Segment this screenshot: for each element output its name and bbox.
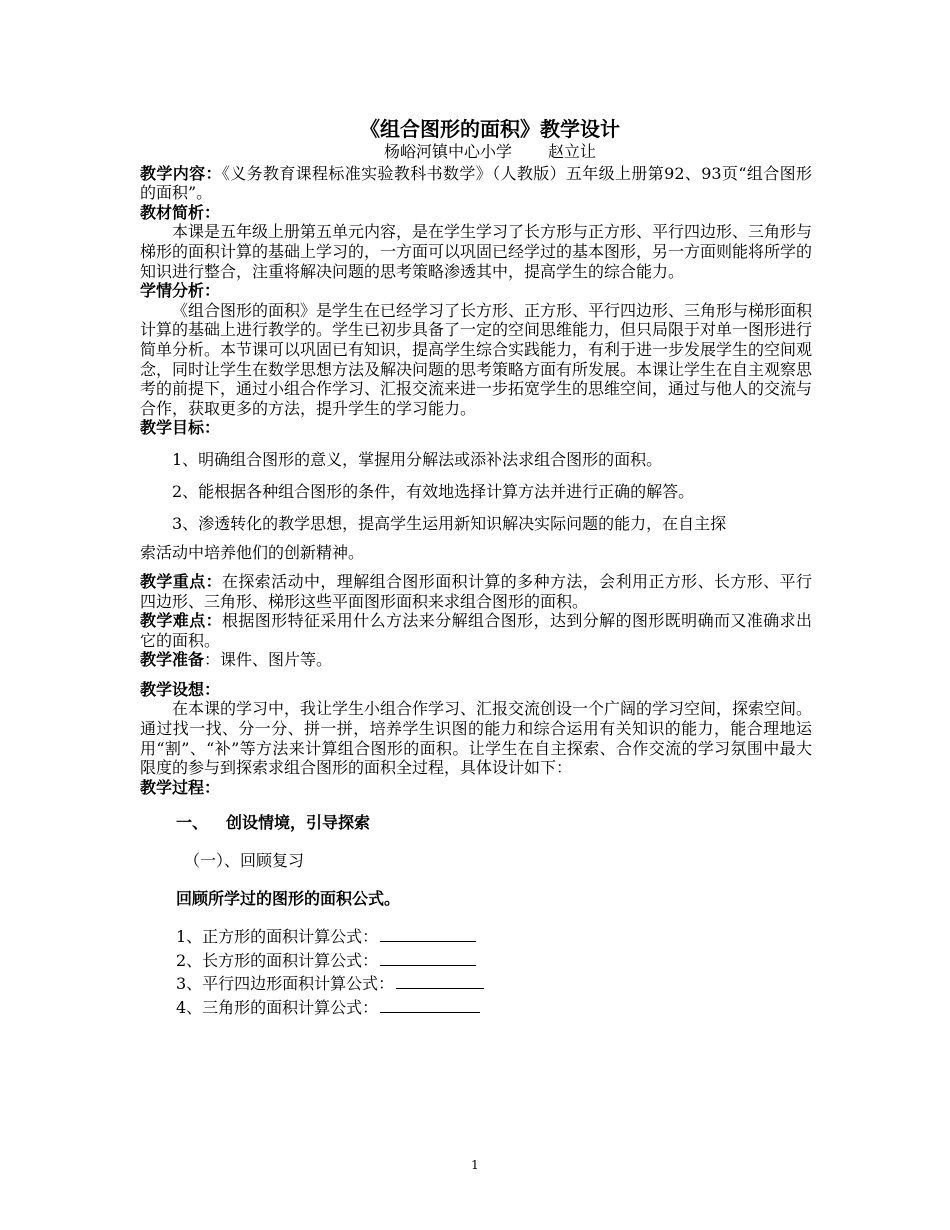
key-text: 在探索活动中，理解组合图形面积计算的多种方法，会利用正方形、长方形、平行四边形、三角形、梯形这些平面图形面积来求组合图形的面积。 [140,571,812,611]
step-one-heading [176,811,812,835]
students-heading: 学情分析： [140,281,221,301]
formula-item [176,949,812,973]
formula-label: 2、长方形的面积计算公式： [176,950,379,970]
answer-blank [380,949,476,966]
formula-item [176,972,812,996]
prep-text: ：课件、图片等。 [204,650,333,670]
difficult-text: 根据图形特征采用什么方法来分解组合图形，达到分解的图形既明确而又准确求出它的面积。 [140,611,812,650]
difficult-paragraph [140,611,812,650]
textbook-heading: 教材简析： [140,202,221,222]
content-paragraph [140,164,812,203]
step-one-number: 一、 [176,813,209,833]
key-paragraph [140,572,812,611]
step-one-title: 创设情境，引导探索 [226,813,371,833]
formula-label: 4、三角形的面积计算公式： [176,997,379,1017]
key-label: 教学重点： [140,571,222,591]
formula-label: 1、正方形的面积计算公式： [176,927,379,947]
prep-label: 教学准备 [140,650,205,670]
difficult-label: 教学难点： [140,611,222,631]
students-paragraph: 《组合图形的面积》是学生在已经学习了长方形、正方形、平行四边形、三角形与梯形面积计算的基础上进行教学的。学生已初步具备了一定的空间思维能力，但只局限于对单一图形进行简单分析。本节课可以巩固已有知识，提高学生综合实践能力，有利于进一步发展学生的空间观念，同时让学生在数学思想方法及解决问题的思考策略方面有所发展。本课让学生在自主观察思考的前提下，通过小组合作学习、汇报交流来进一步拓宽学生的思维空间，通过与他人的交流与合作，获取更多的方法，提升学生的学习能力。 [140,300,813,418]
textbook-paragraph: 本课是五年级上册第五单元内容，是在学生学习了长方形与正方形、平行四边形、三角形与梯形的面积计算的基础上学习的，一方面可以巩固已经学过的基本图形，另一方面则能将所学的知识进行整合，注重将解决问题的思考策略渗透其中，提高学生的综合能力。 [140,222,813,281]
content-text: 《义务教育课程标准实验教科书数学》（人教版）五年级上册第92、93页“组合图形的面积”。 [140,163,812,203]
objective-item: 2、能根据各种组合图形的条件，有效地选择计算方法并进行正确的解答。 [172,481,695,501]
document-title: 《组合图形的面积》教学设计 [360,117,620,141]
objective-item: 1、明确组合图形的意义，掌握用分解法或添补法求组合图形的面积。 [172,449,663,469]
objective-item-continued: 索活动中培养他们的创新精神。 [140,542,365,562]
formula-item [176,925,812,949]
formula-list [176,925,812,1019]
author-name: 赵立让 [548,142,597,161]
content-label: 教学内容： [140,163,222,183]
answer-blank [380,996,480,1013]
page-number: 1 [471,1158,479,1172]
answer-blank [380,925,476,942]
prep-paragraph [140,650,812,670]
idea-paragraph: 在本课的学习中，我让学生小组合作学习、汇报交流创设一个广阔的学习空间，探索空间。通过找一找、分一分、拼一拼，培养学生识图的能力和综合运用有关知识的能力，能合理地运用“割”、“补”等方法来计算组合图形的面积。让学生在自主探索、合作交流的学习氛围中最大限度的参与到探索求组合图形的面积全过程，具体设计如下： [140,699,813,778]
document-byline [168,142,812,162]
objectives-heading: 教学目标： [140,418,221,438]
document-body [140,116,812,1019]
formula-label: 3、平行四边形面积计算公式： [176,974,395,994]
formula-item [176,996,812,1020]
process-heading: 教学过程： [140,777,221,797]
idea-heading: 教学设想： [140,679,221,699]
school-name: 杨峪河镇中心小学 [383,142,512,161]
substep-heading: （一）、回顾复习 [184,851,305,871]
recall-heading: 回顾所学过的图形的面积公式。 [176,889,401,909]
objective-item: 3、渗透转化的教学思想，提高学生运用新知识解决实际问题的能力，在自主探 [172,513,727,533]
answer-blank [396,972,484,989]
